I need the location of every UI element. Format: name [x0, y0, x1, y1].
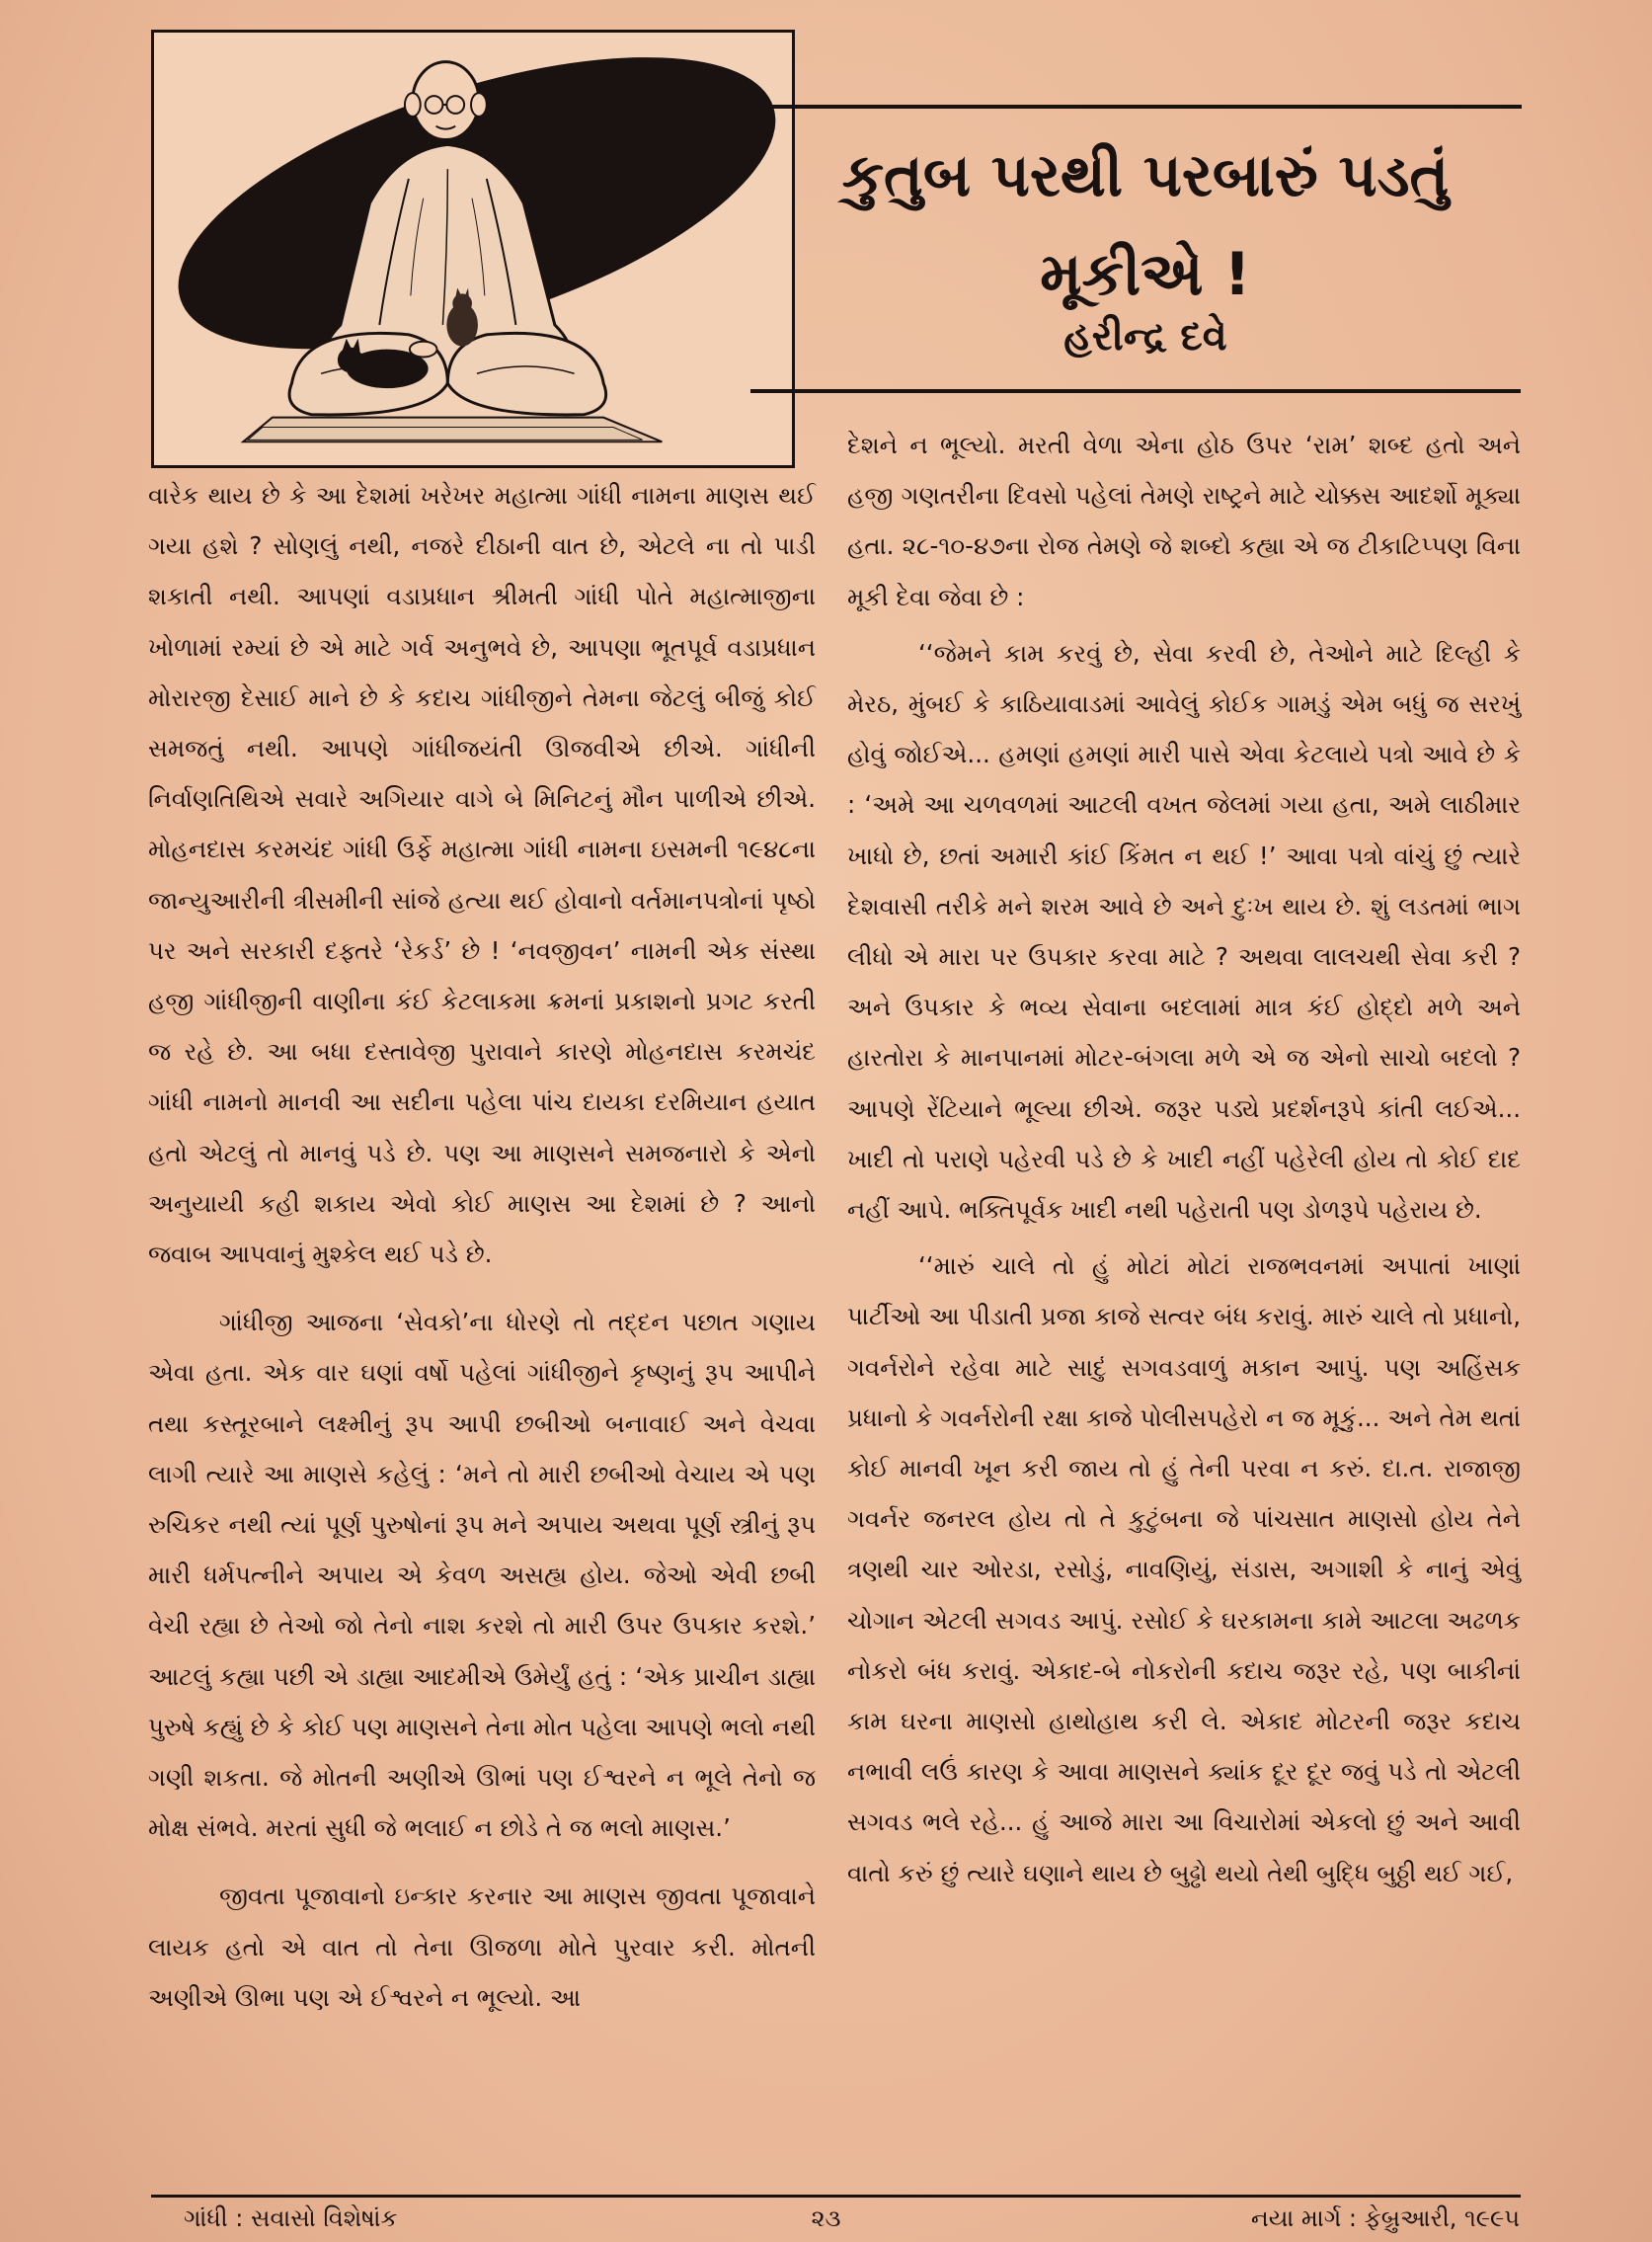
footer-publication: નયા માર્ગ : ફેબ્રુઆરી, ૧૯૯૫ [1250, 2204, 1520, 2232]
footer-issue-name: ગાંધી : સવાસો વિશેષાંક [184, 2204, 398, 2232]
illustration-drawing [154, 33, 792, 465]
right-paragraph-3: ‘‘મારું ચાલે તો હું મોટાં મોટાં રાજભવનમાં અપાતાં ખાણાં પાર્ટીઓ આ પીડાતી પ્રજા કાજે સત્વર બંધ કરાવું. મારું ચાલે તો પ્રધાનો, ગવર્નરોને રહેવા માટે સાદું સગવડવાળું મકાન આપું. પણ અહિંસક પ્રધાનો કે ગવર્નરોની રક્ષા કાજે પોલીસપહેરો ન જ મૂકું... અને તેમ થતાં કોઈ માનવી ખૂન કરી જાય તો હું તેની પરવા ન કરું. દા.ત. રાજાજી ગવર્નર જનરલ હોય તો તે કુટુંબના જે પાંચસાત માણસો હોય તેને ત્રણથી ચાર ઓરડા, રસોડું, નાવણિયું, સંડાસ, અગાશી કે નાનું એવું ચોગાન એટલી સગવડ આપું. રસોઈ કે ઘરકામના કામે આટલા અઢળક નોકરો બંધ કરાવું. એકાદ-બે નોકરોની કદાચ જરૂર રહે, પણ બાકીનાં કામ ઘરના માણસો હાથોહાથ કરી લે. એકાદ મોટરની જરૂર કદાચ નભાવી લઉં કારણ કે આવા માણસને ક્યાંક દૂર દૂર જવું પડે તો એટલી સગવડ ભલે રહે... હું આજે મારા આ વિચારોમાં એકલો છું અને આવી વાતો કરું છું ત્યારે ઘણાને થાય છે બુઢ્ઢો થયો તેથી બુદ્ધિ બુઠ્ઠી થઈ ગઈ, [847, 1251, 1521, 1887]
right-column [847, 420, 1521, 1898]
title-rule-top [753, 105, 1522, 109]
right-paragraph-2: ‘‘જેમને કામ કરવું છે, સેવા કરવી છે, તેઓને માટે દિલ્હી કે મેરઠ, મુંબઈ કે કાઠિયાવાડમાં આવેલું કોઈક ગામડું એમ બધું જ સરખું હોવું જોઈએ... હમણાં હમણાં મારી પાસે એવા કેટલાયે પત્રો આવે છે કે : ‘અમે આ ચળવળમાં આટલી વખત જેલમાં ગયા હતા, અમે લાઠીમાર ખાધો છે, છતાં અમારી કાંઈ કિંમત ન થઈ !’ આવા પત્રો વાંચું છું ત્યારે દેશવાસી તરીકે મને શરમ આવે છે અને દુઃખ થાય છે. શું લડતમાં ભાગ લીધો એ મારા પર ઉપકાર કરવા માટે ? અથવા લાલચથી સેવા કરી ? અને ઉપકાર કે ભવ્ય સેવાના બદલામાં માત્ર કંઈ હોદ્દો મળે અને હારતોરા કે માનપાનમાં મોટર-બંગલા મળે એ જ એનો સાચો બદલો ? આપણે રેંટિયાને ભૂલ્યા છીએ. જરૂર પડ્યે પ્રદર્શનરૂપે કાંતી લઈએ... ખાદી તો પરાણે પહેરવી પડે છે કે ખાદી નહીં પહેરેલી હોય તો કોઈ દાદ નહીં આપે. ભક્તિપૂર્વક ખાદી નથી પહેરાતી પણ ડોળરૂપે પહેરાય છે. [847, 638, 1521, 1225]
left-paragraph-2: ગાંધીજી આજના ‘સેવકો’ના ધોરણે તો તદ્દન પછાત ગણાય એવા હતા. એક વાર ઘણાં વર્ષો પહેલાં ગાંધીજીને કૃષ્ણનું રૂપ આપીને તથા કસ્તૂરબાને લક્ષ્મીનું રૂપ આપી છબીઓ બનાવાઈ અને વેચવા લાગી ત્યારે આ માણસે કહેલું : ‘મને તો મારી છબીઓ વેચાય એ પણ રુચિકર નથી ત્યાં પૂર્ણ પુરુષોનાં રૂપ મને અપાય અથવા પૂર્ણ સ્ત્રીનું રૂપ મારી ધર્મપત્નીને અપાય એ કેવળ અસહ્ય હોય. જેઓ એવી છબી વેચી રહ્યા છે તેઓ જો તેનો નાશ કરશે તો મારી ઉપર ઉપકાર કરશે.’ આટલું કહ્યા પછી એ ડાહ્યા આદમીએ ઉમેર્યું હતું : ‘એક પ્રાચીન ડાહ્યા પુરુષે કહ્યું છે કે કોઈ પણ માણસને તેના મોત પહેલા આપણે ભલો નથી ગણી શકતા. જે મોતની અણીએ ઊભાં પણ ઈશ્વરને ન ભૂલે તેનો જ મોક્ષ સંભવે. મરતાં સુધી જે ભલાઈ ન છોડે તે જ ભલો માણસ.’ [148, 1308, 816, 1843]
title-rule-bottom [750, 389, 1521, 393]
article-title: કુતુબ પરથી પરબારું પડતું મૂકીએ ! [841, 141, 1450, 309]
left-paragraph-1: વારેક થાય છે કે આ દેશમાં ખરેખર મહાત્મા ગાંધી નામના માણસ થઈ ગયા હશે ? સોણલું નથી, નજરે દીઠાની વાત છે, એટલે ના તો પાડી શકાતી નથી. આપણાં વડાપ્રધાન શ્રીમતી ગાંધી પોતે મહાત્માજીના ખોળામાં રમ્યાં છે એ માટે ગર્વ અનુભવે છે, આપણા ભૂતપૂર્વ વડાપ્રધાન મોરારજી દેસાઈ માને છે કે કદાચ ગાંધીજીને તેમના જેટલું બીજું કોઈ સમજતું નથી. આપણે ગાંધીજયંતી ઊજવીએ છીએ. ગાંધીની નિર્વાણતિથિએ સવારે અગિયાર વાગે બે મિનિટનું મૌન પાળીએ છીએ. મોહનદાસ કરમચંદ ગાંધી ઉર્ફે મહાત્મા ગાંધી નામના ઇસમની ૧૯૪૮ના જાન્યુઆરીની ત્રીસમીની સાંજે હત્યા થઈ હોવાનો વર્તમાનપત્રોનાં પૃષ્ઠો પર અને સરકારી દફ્તરે ‘રેકર્ડ’ છે ! ‘નવજીવન’ નામની એક સંસ્થા હજી ગાંધીજીની વાણીના કંઈ કેટલાકમા ક્રમનાં પ્રકાશનો પ્રગટ કરતી જ રહે છે. આ બધા દસ્તાવેજી પુરાવાને કારણે મોહનદાસ કરમચંદ ગાંધી નામનો માનવી આ સદીના પહેલા પાંચ દાયકા દરમિયાન હયાત હતો એટલું તો માનવું પડે છે. પણ આ માણસને સમજનારો કે એનો અનુયાયી કહી શકાય એવો કોઈ માણસ આ દેશમાં છે ? આનો જવાબ આપવાનું મુશ્કેલ થઈ પડે છે. [148, 481, 816, 1269]
page-number: ૨૩ [811, 2204, 841, 2232]
article-author: હરીન્દ્ર દવે [1063, 314, 1227, 360]
left-column [148, 470, 816, 2023]
footer-rule [151, 2195, 1521, 2198]
gandhi-seated-with-kittens-illustration [151, 30, 795, 468]
left-paragraph-3: જીવતા પૂજાવાનો ઇન્કાર કરનાર આ માણસ જીવતા પૂજાવાને લાયક હતો એ વાત તો તેના ઊજળા મોતે પુરવાર કરી. મોતની અણીએ ઊભા પણ એ ઈશ્વરને ન ભૂલ્યો. આ [148, 1882, 816, 2012]
right-paragraph-1: દેશને ન ભૂલ્યો. મરતી વેળા એના હોઠ ઉપર ‘રામ’ શબ્દ હતો અને હજી ગણતરીના દિવસો પહેલાં તેમણે રાષ્ટ્રને માટે ચોક્કસ આદર્શો મૂક્યા હતા. ૨૮-૧૦-૪૭ના રોજ તેમણે જે શબ્દો કહ્યા એ જ ટીકાટિપ્પણ વિના મૂકી દેવા જેવા છે : [847, 431, 1521, 611]
